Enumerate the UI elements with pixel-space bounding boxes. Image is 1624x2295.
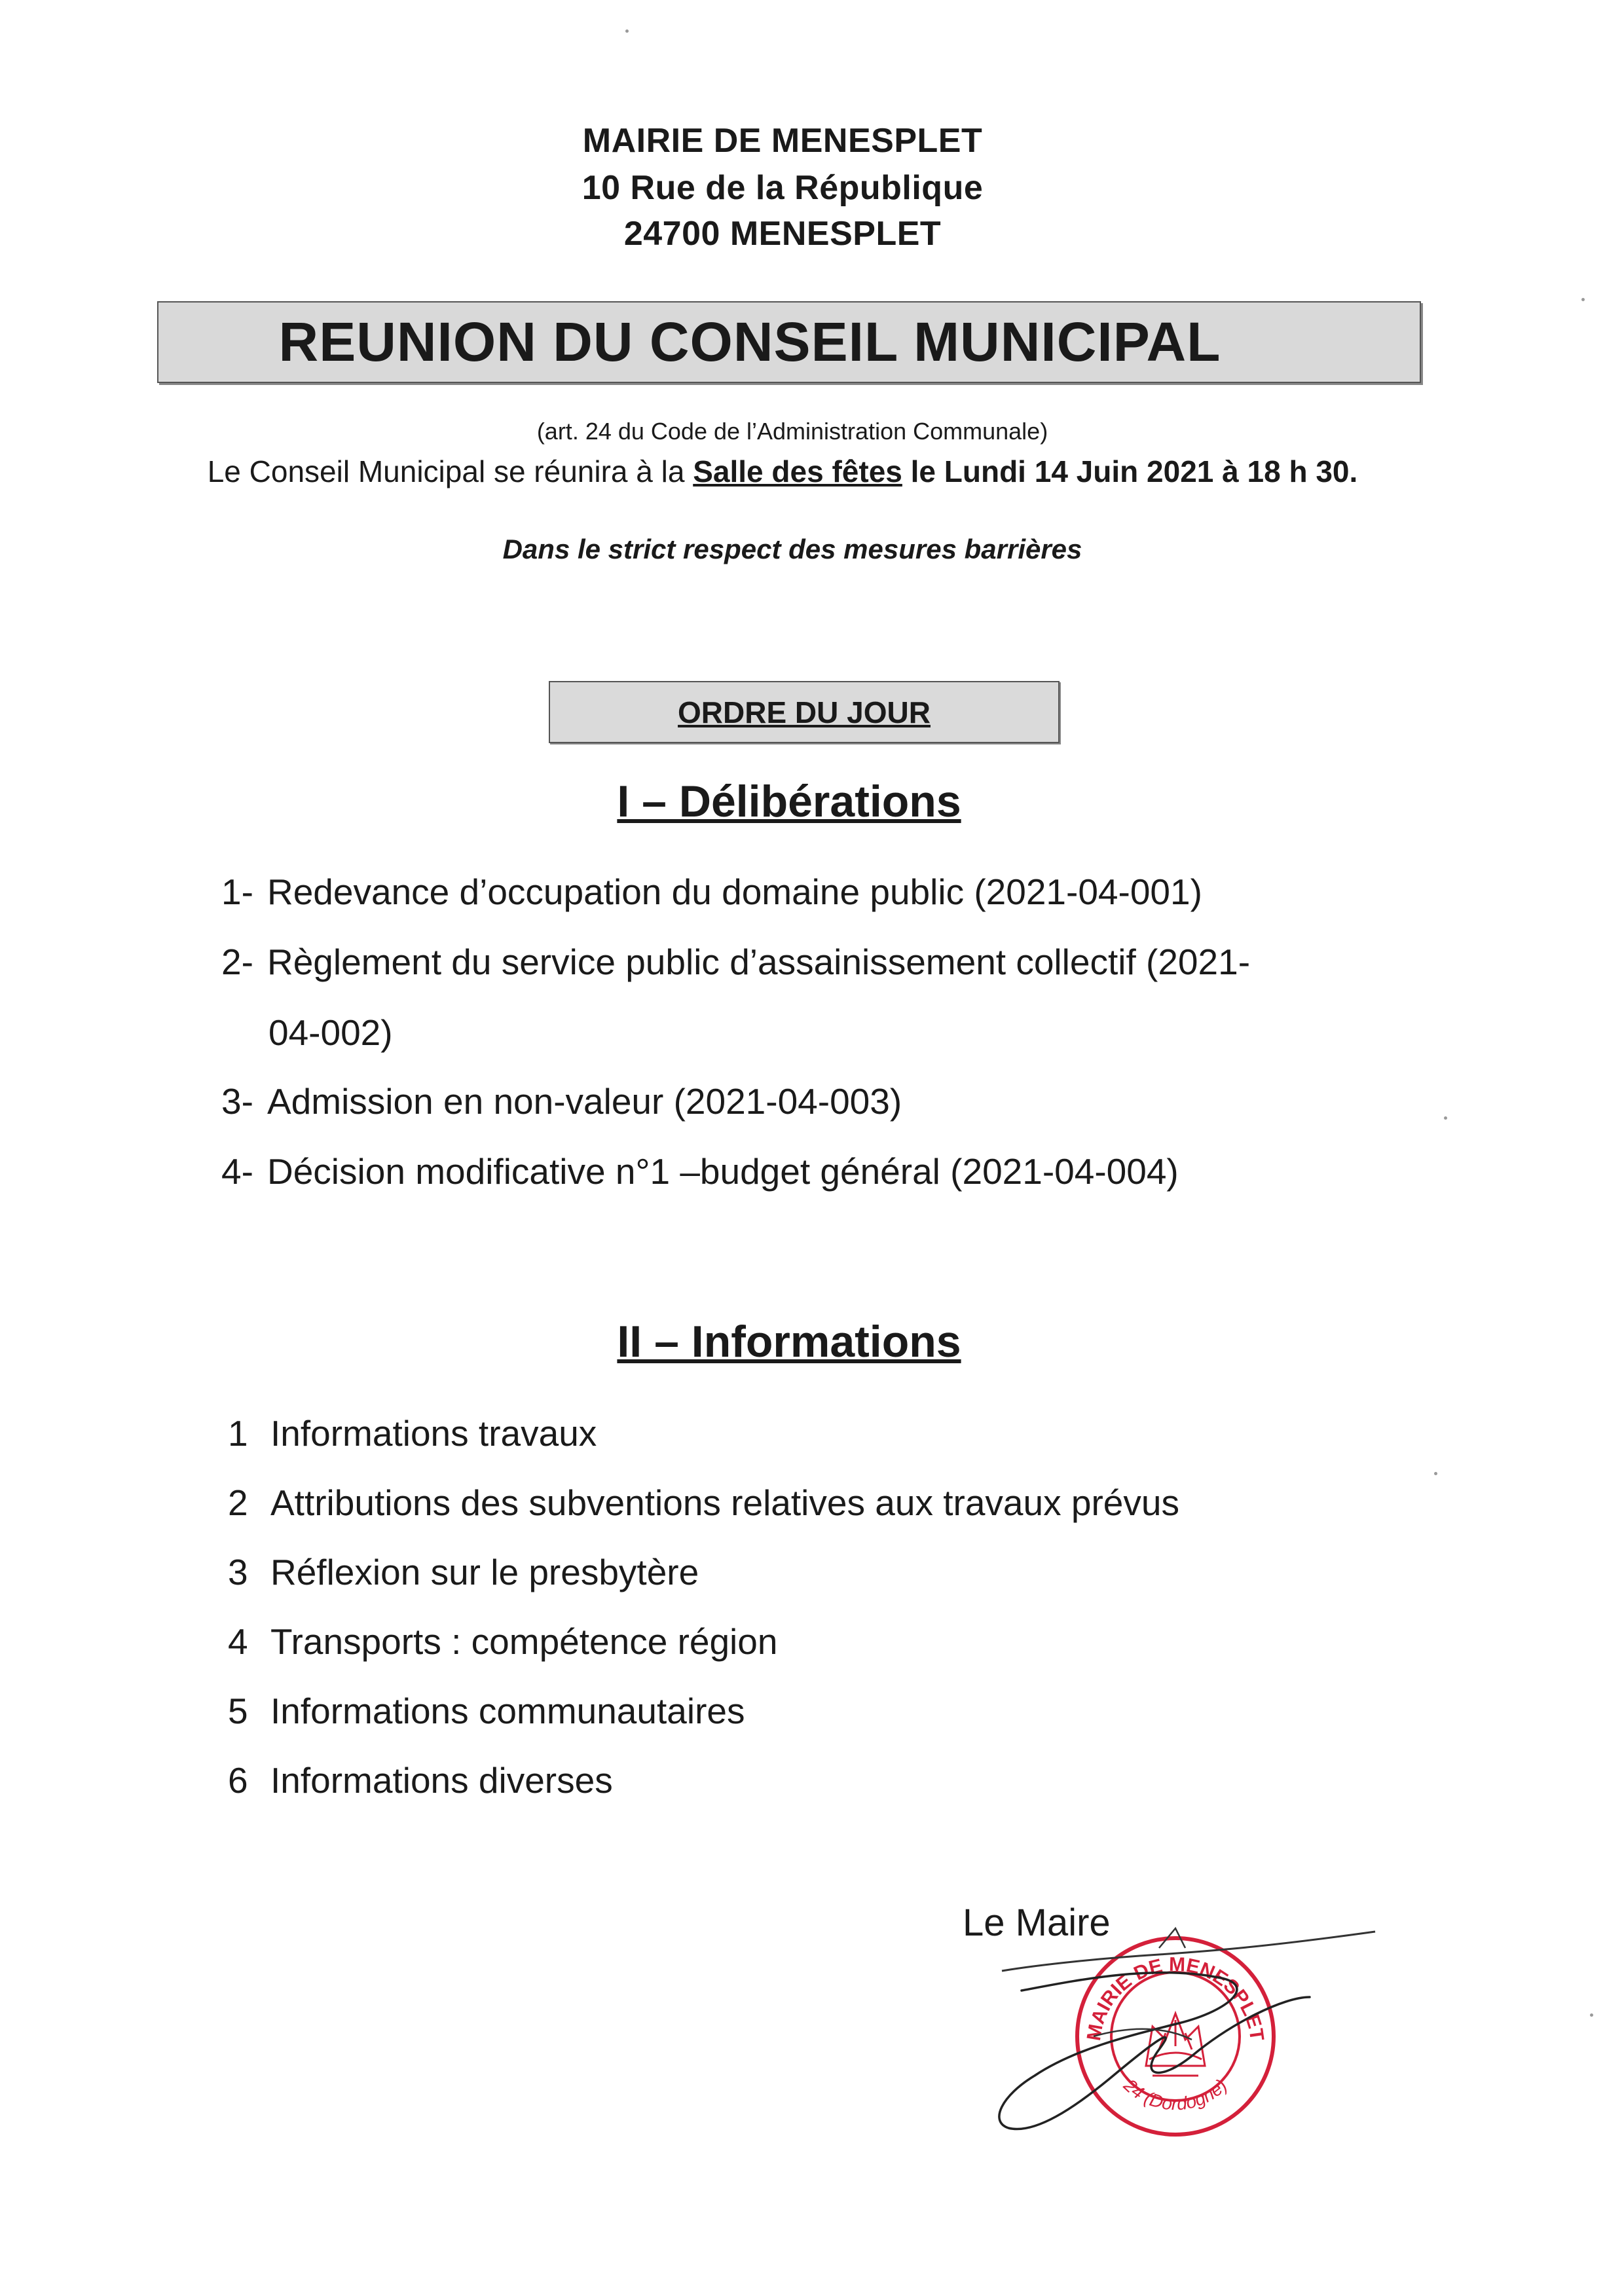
item-number: 5 — [228, 1691, 248, 1731]
scan-speck — [1434, 1472, 1437, 1475]
list-item — [221, 1081, 902, 1122]
item-number: 3 — [228, 1552, 248, 1592]
list-item — [221, 944, 1250, 980]
title-banner — [157, 301, 1421, 383]
list-item — [221, 1482, 1179, 1523]
meeting-info — [0, 454, 1565, 489]
meeting-place: Salle des fêtes — [693, 454, 902, 488]
stamp-top-text: MAIRIE DE MENESPLET — [1082, 1953, 1268, 2043]
item-text: Règlement du service public d’assainissement collectif (2021- — [267, 942, 1251, 982]
scan-speck — [1444, 1116, 1447, 1120]
header-mairie: MAIRIE DE MENESPLET — [582, 122, 983, 160]
scan-speck — [625, 29, 629, 33]
item-text: Admission en non-valeur (2021-04-003) — [267, 1081, 902, 1122]
item-number: 1- — [221, 872, 253, 912]
item-text: Informations travaux — [270, 1413, 597, 1454]
item-text-continuation: 04-002) — [268, 1012, 393, 1053]
item-number: 6 — [228, 1760, 248, 1801]
item-number: 4- — [221, 1151, 253, 1192]
list-item — [221, 1693, 745, 1729]
item-text: Transports : compétence région — [270, 1621, 778, 1662]
page-title: REUNION DU CONSEIL MUNICIPAL — [278, 311, 1221, 373]
item-text: Attributions des subventions relatives aux travaux prévus — [270, 1482, 1179, 1523]
section-deliberations-title: I – Délibérations — [617, 777, 961, 826]
signature — [943, 1919, 1388, 2154]
item-number: 2- — [221, 942, 253, 982]
signer-title: Le Maire — [963, 1901, 1111, 1944]
header-address: 10 Rue de la République — [581, 169, 984, 207]
item-number: 2 — [228, 1482, 248, 1523]
header-city: 24700 MENESPLET — [623, 215, 942, 253]
item-number: 1 — [228, 1413, 248, 1454]
item-text: Réflexion sur le presbytère — [270, 1552, 699, 1592]
item-number: 4 — [228, 1621, 248, 1662]
scan-speck — [1581, 298, 1585, 301]
item-text: Informations diverses — [270, 1760, 613, 1801]
meeting-prefix: Le Conseil Municipal se réunira à la — [207, 454, 693, 488]
item-text: Informations communautaires — [270, 1691, 745, 1731]
agenda-label: ORDRE DU JOUR — [678, 695, 931, 729]
agenda-label-box — [549, 681, 1060, 743]
item-text: Redevance d’occupation du domaine public (2021-04-001) — [267, 872, 1202, 912]
meeting-datetime: le Lundi 14 Juin 2021 à 18 h 30. — [902, 454, 1358, 488]
stamp-bottom-text: 24 (Dordogne) — [1120, 2075, 1231, 2114]
legal-reference: (art. 24 du Code de l’Administration Communale) — [536, 418, 1048, 445]
list-item — [221, 1413, 597, 1454]
list-item — [221, 1151, 1179, 1192]
list-item — [221, 1621, 778, 1662]
scan-speck — [1590, 2013, 1593, 2017]
item-number: 3- — [221, 1081, 253, 1122]
sanitary-notice: Dans le strict respect des mesures barrières — [502, 534, 1082, 564]
list-item — [221, 874, 1202, 910]
list-item — [221, 1760, 613, 1801]
list-item — [221, 1554, 699, 1590]
section-informations-title: II – Informations — [617, 1317, 961, 1367]
item-text: Décision modificative n°1 –budget général (2021-04-004) — [267, 1151, 1179, 1192]
